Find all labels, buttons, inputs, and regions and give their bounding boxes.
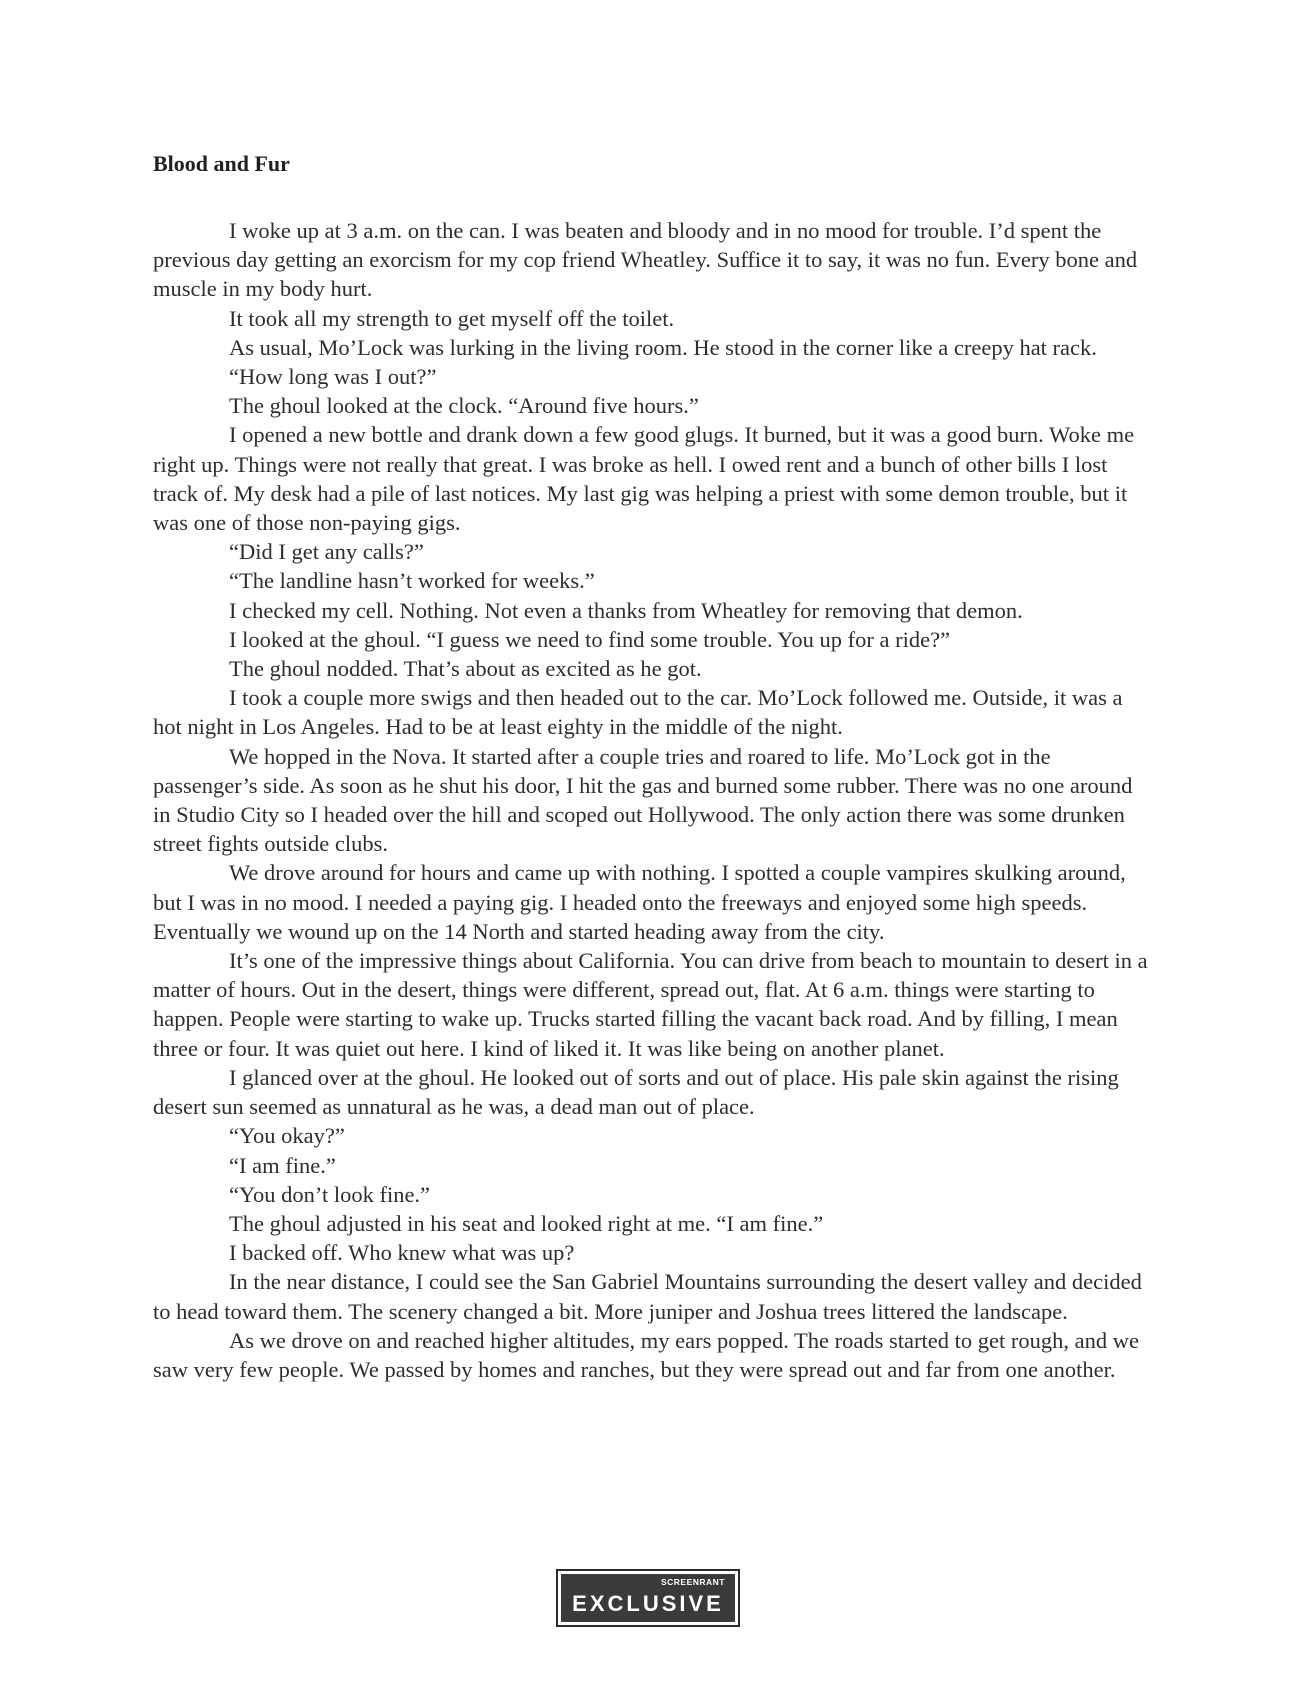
paragraph: We hopped in the Nova. It started after a couple tries and roared to life. Mo’Lock got in the passenger’s side. As soon as he shut his door, I hit the gas and burned some rubber. There was no one around in Studio City so I headed over the hill and scoped out Hollywood. The only action there was some drunken street fights outside clubs. xyxy=(153,743,1133,857)
chapter-title: Blood and Fur xyxy=(153,151,290,176)
logo-exclusive-text: EXCLUSIVE xyxy=(572,1591,724,1616)
paragraph: The ghoul looked at the clock. “Around five hours.” xyxy=(229,393,699,419)
chapter-body xyxy=(153,216,1148,1384)
paragraph: I glanced over at the ghoul. He looked out of sorts and out of place. His pale skin against the rising desert sun seemed as unnatural as he was, a dead man out of place. xyxy=(153,1064,1119,1120)
paragraph: It took all my strength to get myself off the toilet. xyxy=(229,305,675,331)
paragraph: “Did I get any calls?” xyxy=(229,539,424,565)
screenrant-exclusive-logo xyxy=(556,1569,740,1627)
paragraph: It’s one of the impressive things about California. You can drive from beach to mountain to desert in a matter of hours. Out in the desert, things were different, spread out, flat. At 6 a.m. things were starting to happen. People were starting to wake up. Trucks started filling the vacant back road. And by filling, I mean three or four. It was quiet out here. I kind of liked it. It was like being on another planet. xyxy=(153,948,1148,1061)
paragraph: “How long was I out?” xyxy=(229,364,437,390)
logo-badge xyxy=(561,1574,735,1622)
paragraph: “I am fine.” xyxy=(229,1152,336,1178)
paragraph: I opened a new bottle and drank down a few good glugs. It burned, but it was a good burn. Woke me right up. Things were not really that great. I was broke as hell. I owed rent and a bunch of other bills I lost track of. My desk had a pile of last notices. My last gig was helping a priest with some demon trouble, but it was one of those non-paying gigs. xyxy=(153,422,1135,536)
paragraph: “You don’t look fine.” xyxy=(229,1181,431,1207)
paragraph: I backed off. Who knew what was up? xyxy=(229,1240,575,1266)
paragraph: As usual, Mo’Lock was lurking in the living room. He stood in the corner like a creepy hat rack. xyxy=(229,334,1097,360)
logo-brand-text: SCREENRANT xyxy=(660,1577,725,1587)
paragraph: “You okay?” xyxy=(229,1123,345,1149)
document-page xyxy=(153,150,1148,1384)
paragraph: We drove around for hours and came up with nothing. I spotted a couple vampires skulking around, but I was in no mood. I needed a paying gig. I headed onto the freeways and enjoyed some high speeds. Eventually we wound up on the 14 North and started heading away from the city. xyxy=(153,860,1126,944)
paragraph: The ghoul adjusted in his seat and looked right at me. “I am fine.” xyxy=(229,1210,824,1236)
paragraph: I took a couple more swigs and then headed out to the car. Mo’Lock followed me. Outside, it was a hot night in Los Angeles. Had to be at least eighty in the middle of the night. xyxy=(153,685,1123,740)
paragraph: In the near distance, I could see the San Gabriel Mountains surrounding the desert valley and decided to head toward them. The scenery changed a bit. More juniper and Joshua trees littered the landscape. xyxy=(153,1269,1142,1324)
paragraph: I woke up at 3 a.m. on the can. I was beaten and bloody and in no mood for trouble. I’d spent the previous day getting an exorcism for my cop friend Wheatley. Suffice it to say, it was no fun. Every bone and muscle in my body hurt. xyxy=(153,218,1138,302)
paragraph: I looked at the ghoul. “I guess we need to find some trouble. You up for a ride?” xyxy=(229,626,951,652)
paragraph: I checked my cell. Nothing. Not even a thanks from Wheatley for removing that demon. xyxy=(229,597,1023,623)
paragraph: As we drove on and reached higher altitudes, my ears popped. The roads started to get rough, and we saw very few people. We passed by homes and ranches, but they were spread out and far from one another. xyxy=(153,1327,1139,1382)
paragraph: “The landline hasn’t worked for weeks.” xyxy=(229,568,595,594)
paragraph: The ghoul nodded. That’s about as excited as he got. xyxy=(229,656,702,682)
